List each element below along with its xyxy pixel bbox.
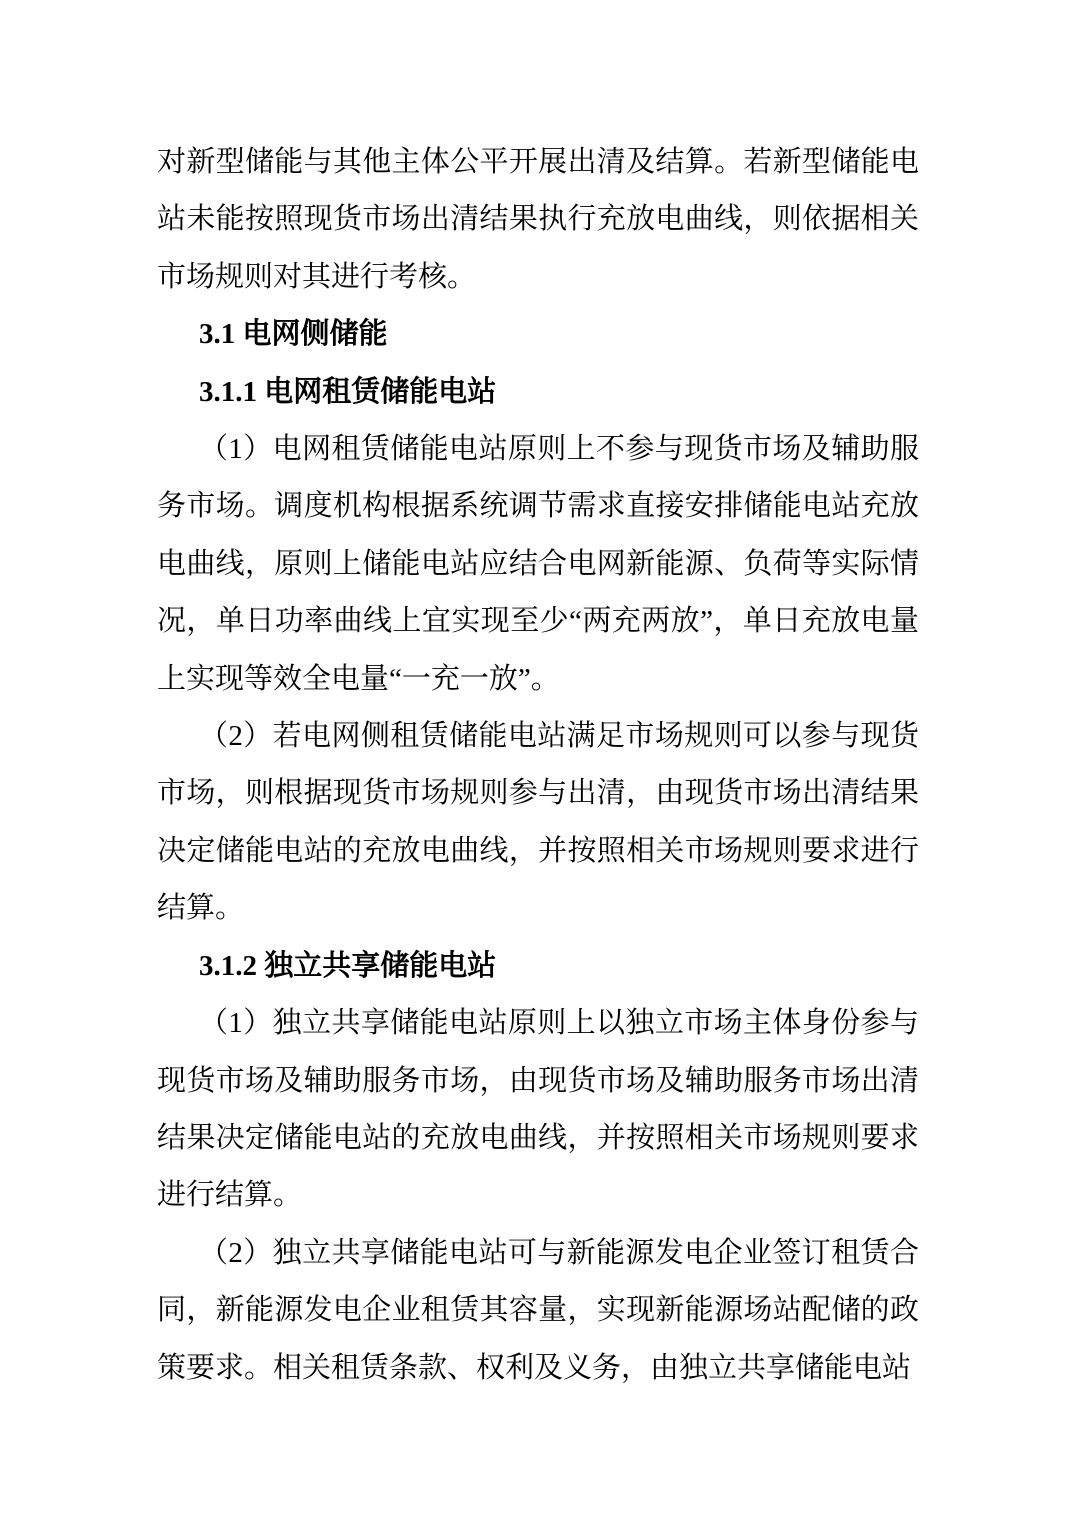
body-paragraph: （1）电网租赁储能电站原则上不参与现货市场及辅助服务市场。调度机构根据系统调节需求直接安排储能电站充放电曲线，原则上储能电站应结合电网新能源、负荷等实际情况，单日功率曲线上宜实现至少“两充两放”，单日充放电量上实现等效全电量“一充一放”。 — [157, 433, 919, 695]
section-heading: 3.1.2 独立共享储能电站 — [199, 949, 497, 982]
section-heading: 3.1 电网侧储能 — [199, 318, 388, 351]
body-paragraph: （2）独立共享储能电站可与新能源发电企业签订租赁合同，新能源发电企业租赁其容量，实现新能源场站配储的政策要求。相关租赁条款、权利及义务，由独立共享储能电站 — [157, 1236, 919, 1384]
document-body — [157, 134, 919, 1397]
body-paragraph: （1）独立共享储能电站原则上以独立市场主体身份参与现货市场及辅助服务市场，由现货市场及辅助服务市场出清结果决定储能电站的充放电曲线，并按照相关市场规则要求进行结算。 — [157, 1007, 919, 1212]
body-paragraph: 对新型储能与其他主体公平开展出清及结算。若新型储能电站未能按照现货市场出清结果执行充放电曲线，则依据相关市场规则对其进行考核。 — [157, 146, 919, 293]
body-paragraph: （2）若电网侧租赁储能电站满足市场规则可以参与现货市场，则根据现货市场规则参与出清，由现货市场出清结果决定储能电站的充放电曲线，并按照相关市场规则要求进行结算。 — [157, 720, 919, 925]
section-heading: 3.1.1 电网租赁储能电站 — [199, 375, 497, 408]
